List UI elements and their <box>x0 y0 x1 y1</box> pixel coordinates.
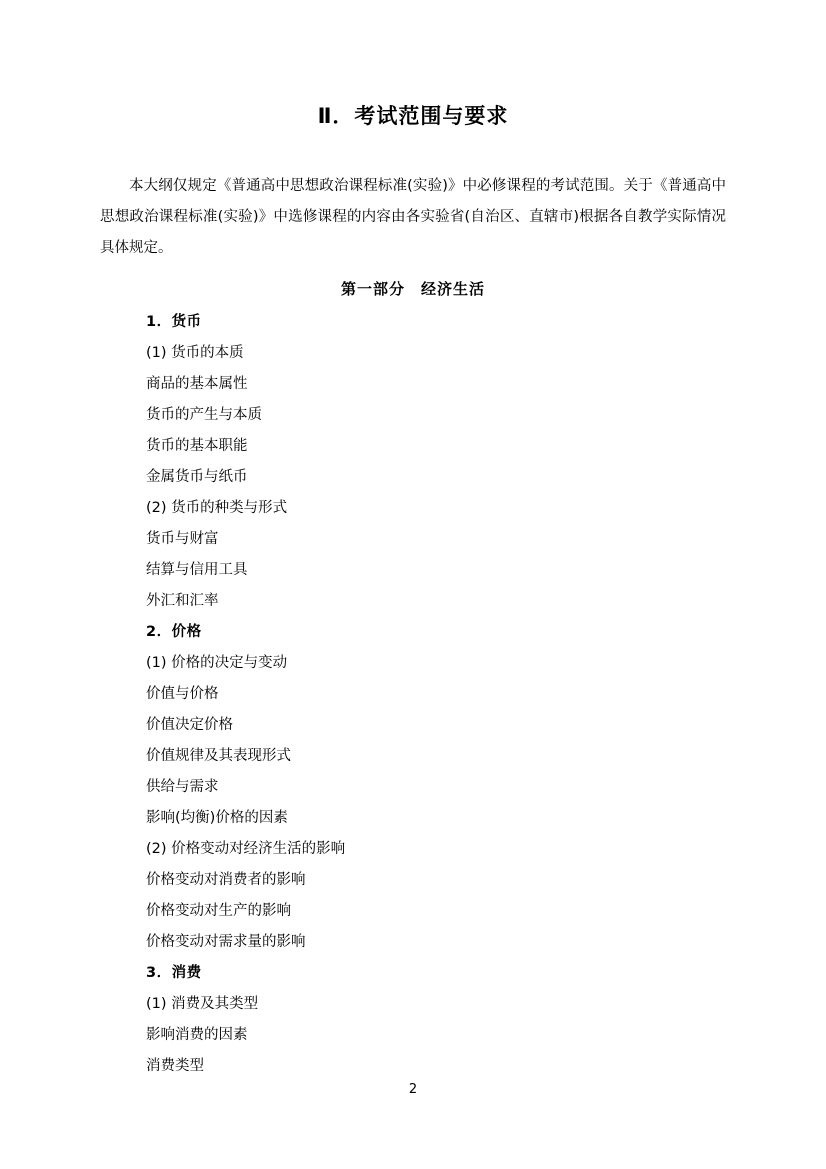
section-heading: 2．价格 <box>146 624 202 641</box>
outline-item: (2) 货币的种类与形式 <box>146 500 288 517</box>
outline-item: 价格变动对消费者的影响 <box>146 872 306 889</box>
part-title: 第一部分 经济生活 <box>340 280 485 299</box>
page-number: 2 <box>408 1082 418 1097</box>
outline-item: 外汇和汇率 <box>146 593 219 610</box>
outline-item: 货币的基本职能 <box>146 438 248 455</box>
outline-item: 影响(均衡)价格的因素 <box>146 810 288 827</box>
outline-item: 价值规律及其表现形式 <box>146 748 291 765</box>
page-title: Ⅱ．考试范围与要求 <box>317 104 509 128</box>
intro-paragraph <box>100 171 726 264</box>
outline-item: 价格变动对生产的影响 <box>146 903 291 920</box>
outline-item: (1) 货币的本质 <box>146 345 244 362</box>
outline-item: 金属货币与纸币 <box>146 469 248 486</box>
outline-item: (2) 价格变动对经济生活的影响 <box>146 841 346 858</box>
outline-item: 货币与财富 <box>146 531 219 548</box>
outline-item: 价值决定价格 <box>146 717 233 734</box>
outline-item: 货币的产生与本质 <box>146 407 262 424</box>
outline-item: 结算与信用工具 <box>146 562 248 579</box>
section-heading: 1．货币 <box>146 314 202 331</box>
outline-item: 商品的基本属性 <box>146 376 248 393</box>
section-heading: 3．消费 <box>146 965 202 982</box>
intro-text: 本大纲仅规定《普通高中思想政治课程标准(实验)》中必修课程的考试范围。关于《普通高中思想政治课程标准(实验)》中选修课程的内容由各实验省(自治区、直辖市)根据各自教学实际情况具体规定。 <box>100 178 726 257</box>
outline-item: (1) 消费及其类型 <box>146 996 259 1013</box>
outline-item: 消费类型 <box>146 1058 204 1075</box>
outline-item: 供给与需求 <box>146 779 219 796</box>
outline-item: 价值与价格 <box>146 686 219 703</box>
outline-item: (1) 价格的决定与变动 <box>146 655 288 672</box>
outline-item: 影响消费的因素 <box>146 1027 248 1044</box>
outline-item: 价格变动对需求量的影响 <box>146 934 306 951</box>
